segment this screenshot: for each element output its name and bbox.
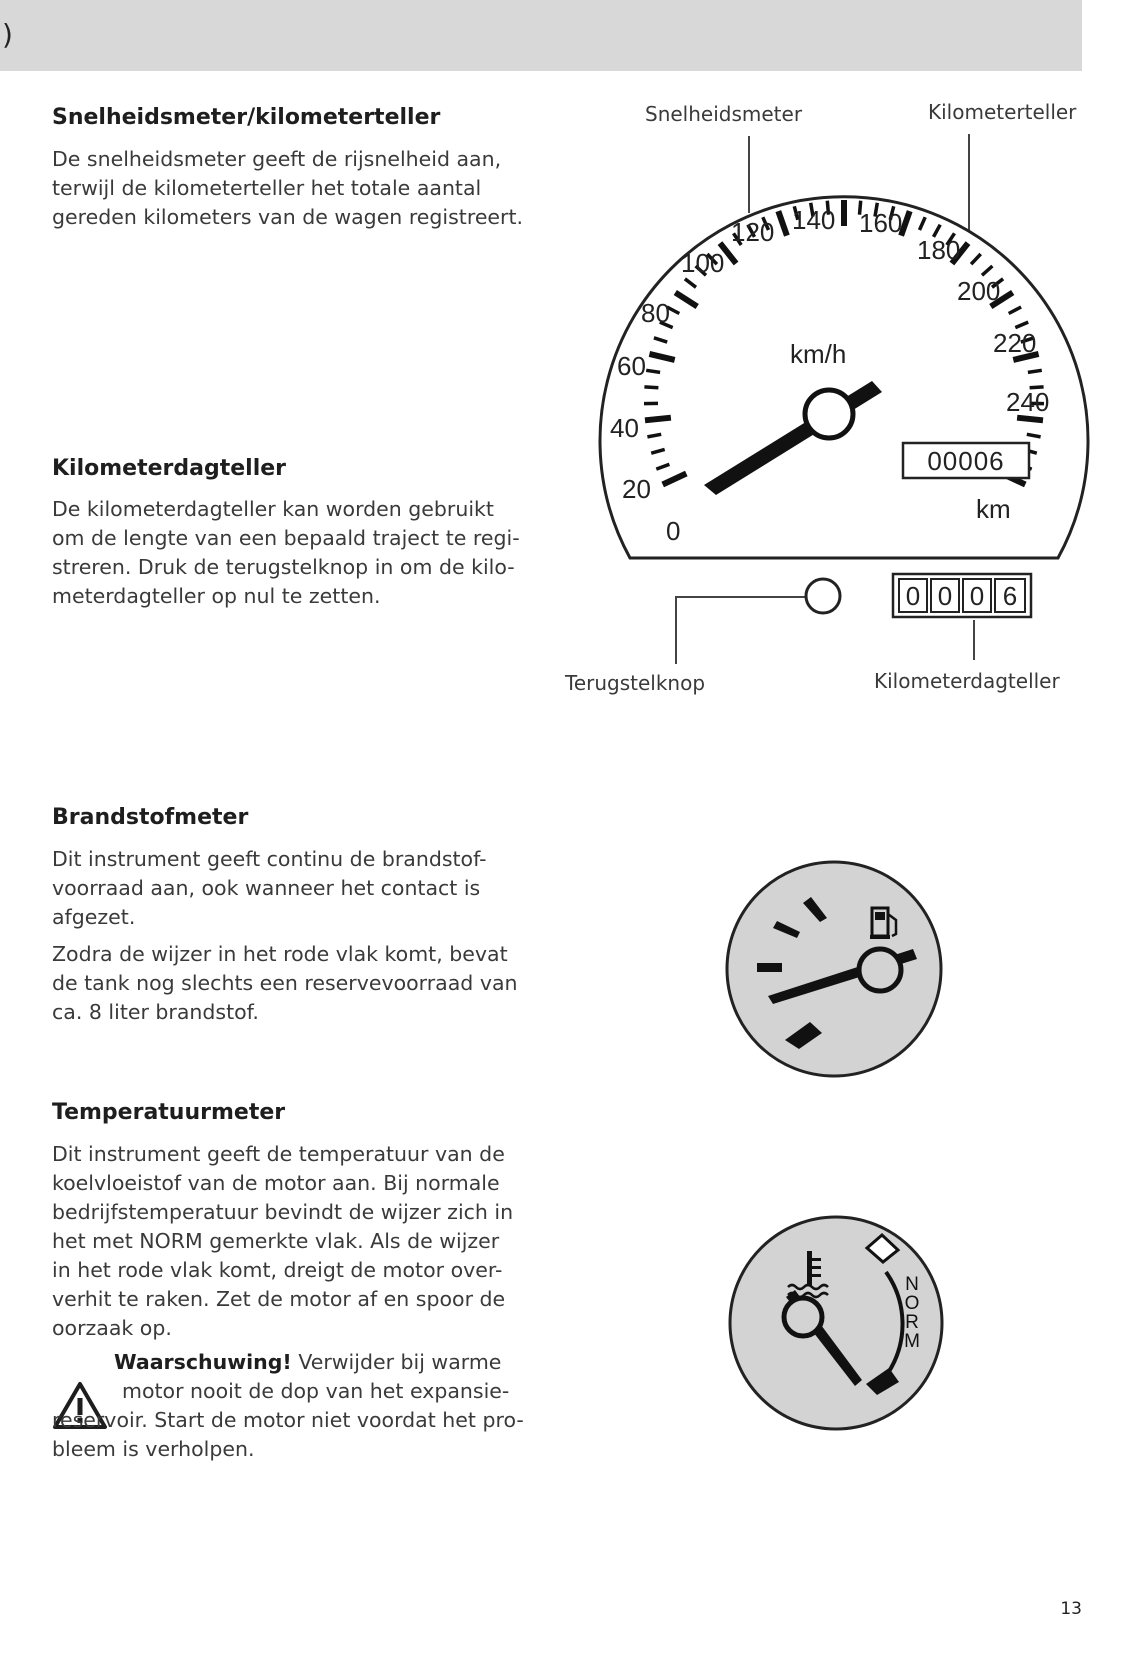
major-tick	[645, 418, 671, 421]
minor-tick	[644, 387, 658, 388]
text-line: Dit instrument geeft de temperatuur van de	[52, 1142, 505, 1166]
scale-label: 140	[792, 205, 836, 235]
trip-digit: 6	[1002, 581, 1018, 611]
warning-title: Waarschuwing!	[114, 1350, 292, 1374]
header-paren: )	[2, 18, 13, 51]
text-line: oorzaak op.	[52, 1316, 172, 1340]
odometer-unit: km	[976, 494, 1011, 524]
text-line: Zodra de wijzer in het rode vlak komt, bevat	[52, 942, 508, 966]
scale-label: 40	[610, 413, 639, 443]
text-line: koelvloeistof van de motor aan. Bij normale	[52, 1171, 500, 1195]
scale-label: 0	[666, 516, 681, 546]
warning-line-1	[52, 1348, 572, 1377]
temperature-gauge-figure	[728, 1215, 948, 1435]
warning-line-4: bleem is verholpen.	[52, 1437, 255, 1461]
para-fuel-2	[52, 940, 552, 1027]
odometer-digits: 00006	[927, 446, 1005, 476]
text-line: het met NORM gemerkte vlak. Als de wijzer	[52, 1229, 500, 1253]
speedometer-dial	[600, 197, 1088, 558]
text-line: De kilometerdagteller kan worden gebruikt	[52, 497, 494, 521]
major-tick	[1017, 418, 1043, 421]
heading-speedometer: Snelheidsmeter/kilometerteller	[52, 105, 441, 130]
warning-text: Verwijder bij warme	[291, 1350, 502, 1374]
text-line: Dit instrument geeft continu de brandstof-	[52, 847, 487, 871]
heading-fuel: Brandstofmeter	[52, 805, 249, 830]
warning-line-3: reservoir. Start de motor niet voordat het pro-	[52, 1408, 524, 1432]
warning-block	[52, 1348, 572, 1464]
scale-label: 220	[993, 328, 1037, 358]
text-line: meterdagteller op nul te zetten.	[52, 584, 381, 608]
text-line: verhit te raken. Zet de motor af en spoor de	[52, 1287, 506, 1311]
text-line: gereden kilometers van de wagen registreert.	[52, 205, 524, 229]
trip-digit: 0	[969, 581, 985, 611]
temp-needle-hub	[784, 1298, 822, 1336]
callout-reset: Terugstelknop	[565, 671, 706, 695]
warning-line-2: motor nooit de dop van het expansie-	[122, 1379, 510, 1403]
speedometer-figure	[540, 85, 1080, 695]
fuel-tick	[757, 963, 782, 972]
fuel-needle-hub	[859, 949, 901, 991]
text-line: de tank nog slechts een reservevoorraad van	[52, 971, 518, 995]
para-temperature	[52, 1140, 552, 1343]
text-line: in het rode vlak komt, dreigt de motor over-	[52, 1258, 503, 1282]
scale-label: 120	[731, 217, 775, 247]
text-line: streren. Druk de terugstelknop in om de kilo-	[52, 555, 515, 579]
text-line: afgezet.	[52, 905, 136, 929]
scale-label: 100	[681, 248, 725, 278]
para-fuel-1	[52, 845, 552, 932]
text-line: terwijl de kilometerteller het totale aantal	[52, 176, 482, 200]
norm-letter: R	[905, 1312, 919, 1333]
text-line: bedrijfstemperatuur bevindt de wijzer zich in	[52, 1200, 514, 1224]
scale-label: 160	[859, 208, 903, 238]
norm-letter: O	[904, 1293, 920, 1314]
trip-digit: 0	[937, 581, 953, 611]
callout-trip: Kilometerdagteller	[874, 669, 1060, 693]
scale-label: 240	[1006, 387, 1050, 417]
scale-label: 180	[917, 235, 961, 265]
text-line: De snelheidsmeter geeft de rijsnelheid aan,	[52, 147, 502, 171]
needle-hub	[805, 390, 853, 438]
minor-tick	[646, 370, 660, 372]
text-line: voorraad aan, ook wanneer het contact is	[52, 876, 481, 900]
speed-unit-label: km/h	[790, 339, 847, 369]
scale-label: 60	[617, 351, 646, 381]
para-speedometer	[52, 145, 552, 232]
page-number: 13	[1060, 1599, 1082, 1619]
heading-temperature: Temperatuurmeter	[52, 1100, 286, 1125]
text-line: ca. 8 liter brandstof.	[52, 1000, 259, 1024]
para-tripmeter	[52, 495, 552, 611]
norm-letter: N	[905, 1274, 919, 1295]
reset-knob[interactable]	[806, 579, 840, 613]
trip-digit: 0	[905, 581, 921, 611]
scale-label: 80	[641, 298, 670, 328]
fuel-gauge-figure	[725, 860, 945, 1080]
leader-line-reset	[676, 597, 812, 664]
callout-speedometer: Snelheidsmeter	[645, 102, 803, 126]
scale-label: 200	[957, 276, 1001, 306]
callout-odometer: Kilometerteller	[928, 100, 1077, 124]
norm-letter: M	[904, 1331, 920, 1352]
minor-tick	[1028, 370, 1042, 372]
scale-label: 20	[622, 474, 651, 504]
text-line: om de lengte van een bepaald traject te regi-	[52, 526, 520, 550]
heading-tripmeter: Kilometerdagteller	[52, 456, 287, 481]
header-bar	[0, 0, 1082, 71]
